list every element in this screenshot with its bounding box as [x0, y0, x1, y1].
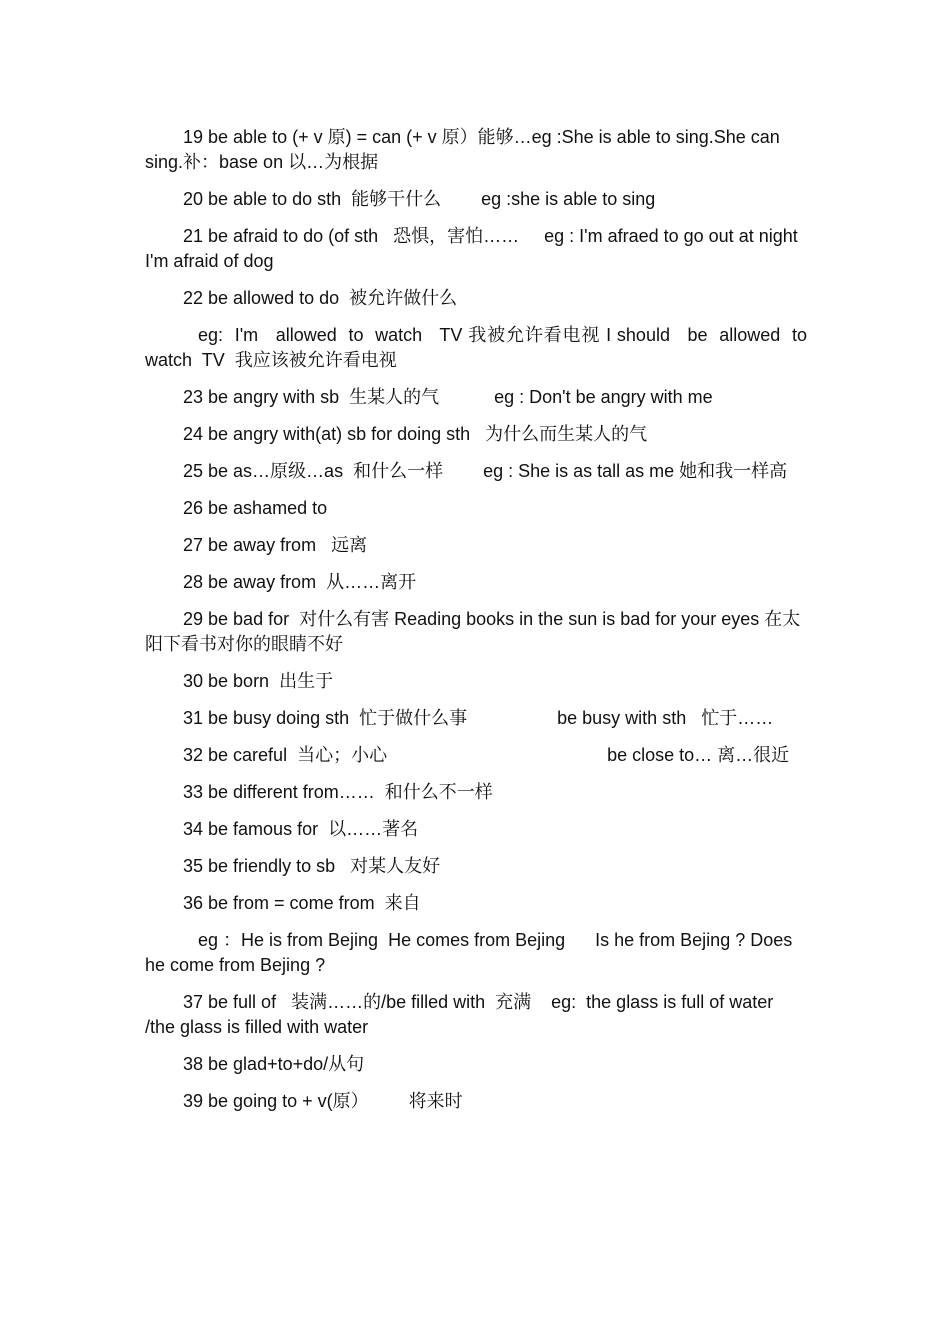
entry-27: 27 be away from 远离	[183, 535, 368, 555]
entry-24: 24 be angry with(at) sb for doing sth 为什么而生某人的气	[183, 424, 648, 444]
entry-20: 20 be able to do sth 能够干什么 eg :she is able to sing	[183, 189, 656, 209]
entry-36: 36 be from = come from 来自	[183, 893, 421, 913]
entry-19: 19 be able to (+ v 原) = can (+ v 原）能够…eg :She is able to sing.She can sing.补：base on 以…为根据	[145, 127, 785, 172]
document-body	[145, 125, 823, 1126]
entry-22: 22 be allowed to do 被允许做什么	[183, 288, 458, 308]
entry-23: 23 be angry with sb 生某人的气 eg : Don't be angry with me	[183, 387, 713, 407]
entry-39: 39 be going to + v(原） 将来时	[183, 1091, 463, 1111]
entry-30: 30 be born 出生于	[183, 671, 334, 691]
entry-33: 33 be different from…… 和什么不一样	[183, 782, 493, 802]
entry-34: 34 be famous for 以……著名	[183, 819, 419, 839]
entry-32: 32 be careful 当心；小心 be close to… 离…很近	[183, 745, 790, 765]
entry-38: 38 be glad+to+do/从句	[183, 1054, 365, 1074]
entry-37: 37 be full of 装满……的/be filled with 充满 eg: the glass is full of water /the glass is filled with water	[145, 992, 779, 1037]
entry-35: 35 be friendly to sb 对某人友好	[183, 856, 441, 876]
entry-26: 26 be ashamed to	[183, 498, 328, 518]
entry-25: 25 be as…原级…as 和什么一样 eg : She is as tall as me 她和我一样高	[183, 461, 788, 481]
entry-28: 28 be away from 从……离开	[183, 572, 417, 592]
entry-21: 21 be afraid to do (of sth 恐惧，害怕…… eg : I'm afraed to go out at night I'm afraid of dog	[145, 226, 823, 271]
entry-31: 31 be busy doing sth 忙于做什么事 be busy with sth 忙于……	[183, 708, 774, 728]
entry-29: 29 be bad for 对什么有害 Reading books in the sun is bad for your eyes 在太阳下看书对你的眼睛不好	[145, 609, 801, 654]
entry-36-example: eg ：He is from Bejing He comes from Bejing Is he from Bejing ? Does he come from Bejing ?	[145, 930, 798, 975]
entry-22-example: eg: I'm allowed to watch TV 我被允许看电视 I should be allowed to watch TV 我应该被允许看电视	[145, 325, 818, 370]
